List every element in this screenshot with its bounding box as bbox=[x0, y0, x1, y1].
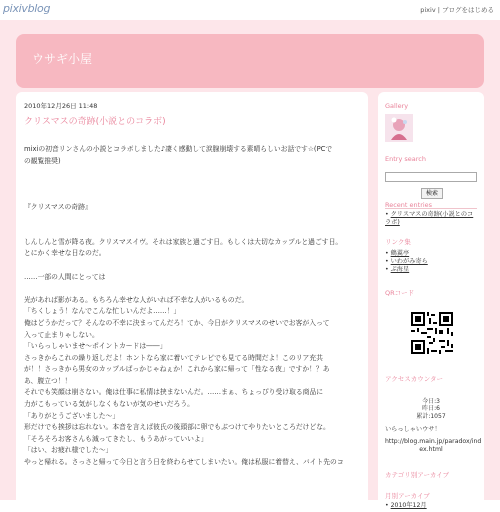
post-line: ……一部の人間にとっては bbox=[24, 272, 106, 281]
greeting-text: いらっしゃいウサ！ bbox=[385, 426, 441, 433]
post-line: 形だけでも挨拶は忘れない。本音を言えば彼氏の後頭部に卵でもぶつけてやりたいところだけどな。 bbox=[24, 423, 330, 432]
blog-url-line[interactable]: ex.html bbox=[419, 446, 443, 453]
post-line: 「はい、お疲れ様でした〜」 bbox=[24, 446, 113, 455]
blank-line bbox=[24, 167, 360, 179]
top-links[interactable]: pixiv | ブログをはじめる bbox=[420, 6, 494, 14]
post-line: やっと帰れる。さっさと帰って今日と言う日を終わらせてしまいたい。俺は私服に着替え、バイト先のコ bbox=[24, 458, 344, 467]
post-line: 「ちくしょう！なんでこんな忙しいんだよ……！」 bbox=[24, 307, 181, 316]
access-counter bbox=[378, 398, 484, 420]
qr-code-icon bbox=[399, 300, 465, 366]
gallery-thumbnail[interactable] bbox=[385, 114, 413, 142]
post-line: 光があれば影がある。もちろん幸せな人がいれば不幸な人がいるものだ。 bbox=[24, 295, 249, 304]
recent-entry-item[interactable]: • クリスマスの奇跡(小説とのコラボ) bbox=[385, 211, 479, 227]
entry-search-heading: Entry search bbox=[385, 155, 426, 163]
main-content bbox=[16, 92, 368, 512]
search-button[interactable]: 検索 bbox=[421, 188, 443, 199]
blank-line bbox=[24, 225, 360, 237]
counter-today: 今日:3 bbox=[422, 398, 440, 405]
top-bar bbox=[0, 0, 500, 21]
post-line: 『クリスマスの奇跡』 bbox=[24, 202, 92, 211]
link-item[interactable]: • 鶴翼亭 bbox=[385, 250, 428, 258]
post-line: しんしんと雪が降る夜。クリスマスイヴ。それは家族と過ごす日。もしくは大切なカップルと過ごす日。 bbox=[24, 237, 343, 246]
blank-line bbox=[24, 283, 360, 295]
post-body bbox=[24, 144, 360, 469]
entry-search-input[interactable] bbox=[385, 172, 477, 182]
post-line: あ、腹立つ！！ bbox=[24, 376, 72, 385]
blank-line bbox=[24, 190, 360, 202]
post-line: さっきからこれの繰り返しだよ！ホントなら家に着いてテレビでも見てる時間だよ！このリア充共 bbox=[24, 353, 323, 362]
post-line: mixiの初音リンさんの小説とコラボしました♪凄く感動して涙腺崩壊する素晴らしいお話です☆(PCで bbox=[24, 145, 333, 153]
post-date: 2010年12月26日 11:48 bbox=[24, 102, 98, 110]
access-counter-heading: アクセスカウンター bbox=[385, 375, 444, 383]
page-background bbox=[0, 20, 500, 509]
pixivblog-logo[interactable]: pixivblog bbox=[3, 2, 51, 15]
qr-code bbox=[399, 300, 465, 366]
gallery-heading: Gallery bbox=[385, 102, 409, 110]
link-item[interactable]: • いわがみ寄ら bbox=[385, 258, 428, 266]
post-line: 「そろそろお客さんも減ってきたし、もうあがっていいよ」 bbox=[24, 434, 208, 443]
recent-entries-heading: Recent entries bbox=[385, 201, 433, 209]
sidebar bbox=[378, 92, 484, 512]
blog-url[interactable] bbox=[385, 438, 482, 454]
blog-url-line[interactable]: http://blog.main.jp/paradox/ind bbox=[385, 438, 482, 445]
recent-entries-list bbox=[385, 211, 479, 227]
blank-line bbox=[24, 179, 360, 191]
gallery-image-icon bbox=[385, 114, 413, 142]
blank-line bbox=[24, 214, 360, 226]
post-line: の観覧推奨) bbox=[24, 156, 61, 165]
blank-line bbox=[24, 260, 360, 272]
post-line: 俺はどうかだって？そんなの不幸に決まってんだろ！てか、今日がクリスマスのせいでお客が入って bbox=[24, 318, 330, 327]
monthly-archive-heading: 月別アーカイブ bbox=[385, 492, 430, 500]
post-line: 力がこもっている気がしなくもないが気のせいだろう。 bbox=[24, 400, 194, 409]
monthly-archive-item[interactable]: • 2010年12月 bbox=[385, 502, 427, 510]
post-line: 入って止まりゃしない。 bbox=[24, 330, 99, 339]
post-line: とにかく幸せな日なのだ。 bbox=[24, 249, 106, 258]
links-heading: リンク集 bbox=[385, 238, 411, 246]
post-line: が！！さっきから男女のカップルばっかじゃねぇか！これから家に帰って「性なる夜」ですか！？あ bbox=[24, 365, 330, 374]
qr-code-heading: QRコード bbox=[385, 289, 415, 297]
monthly-archive-list bbox=[385, 502, 427, 510]
post-line: 「いらっしゃいませ〜ポイントカードは――」 bbox=[24, 342, 167, 351]
post-title[interactable]: クリスマスの奇跡(小説とのコラボ) bbox=[24, 117, 166, 127]
category-archive-heading: カテゴリ別アーカイブ bbox=[385, 471, 450, 479]
links-list bbox=[385, 250, 428, 274]
counter-yesterday: 昨日:6 bbox=[422, 405, 440, 413]
post-line: 「ありがとうございました〜」 bbox=[24, 411, 120, 420]
blog-title[interactable]: ウサギ小屋 bbox=[32, 52, 93, 66]
post-line: それでも笑顔は崩さない。俺は仕事に私情は挟まないんだ。……まぁ、ちょっぴり受け取る商品に bbox=[24, 388, 324, 397]
blog-header bbox=[16, 34, 484, 88]
link-item[interactable]: • ぷ海星 bbox=[385, 266, 428, 274]
counter-total: 累計:1057 bbox=[416, 412, 446, 420]
